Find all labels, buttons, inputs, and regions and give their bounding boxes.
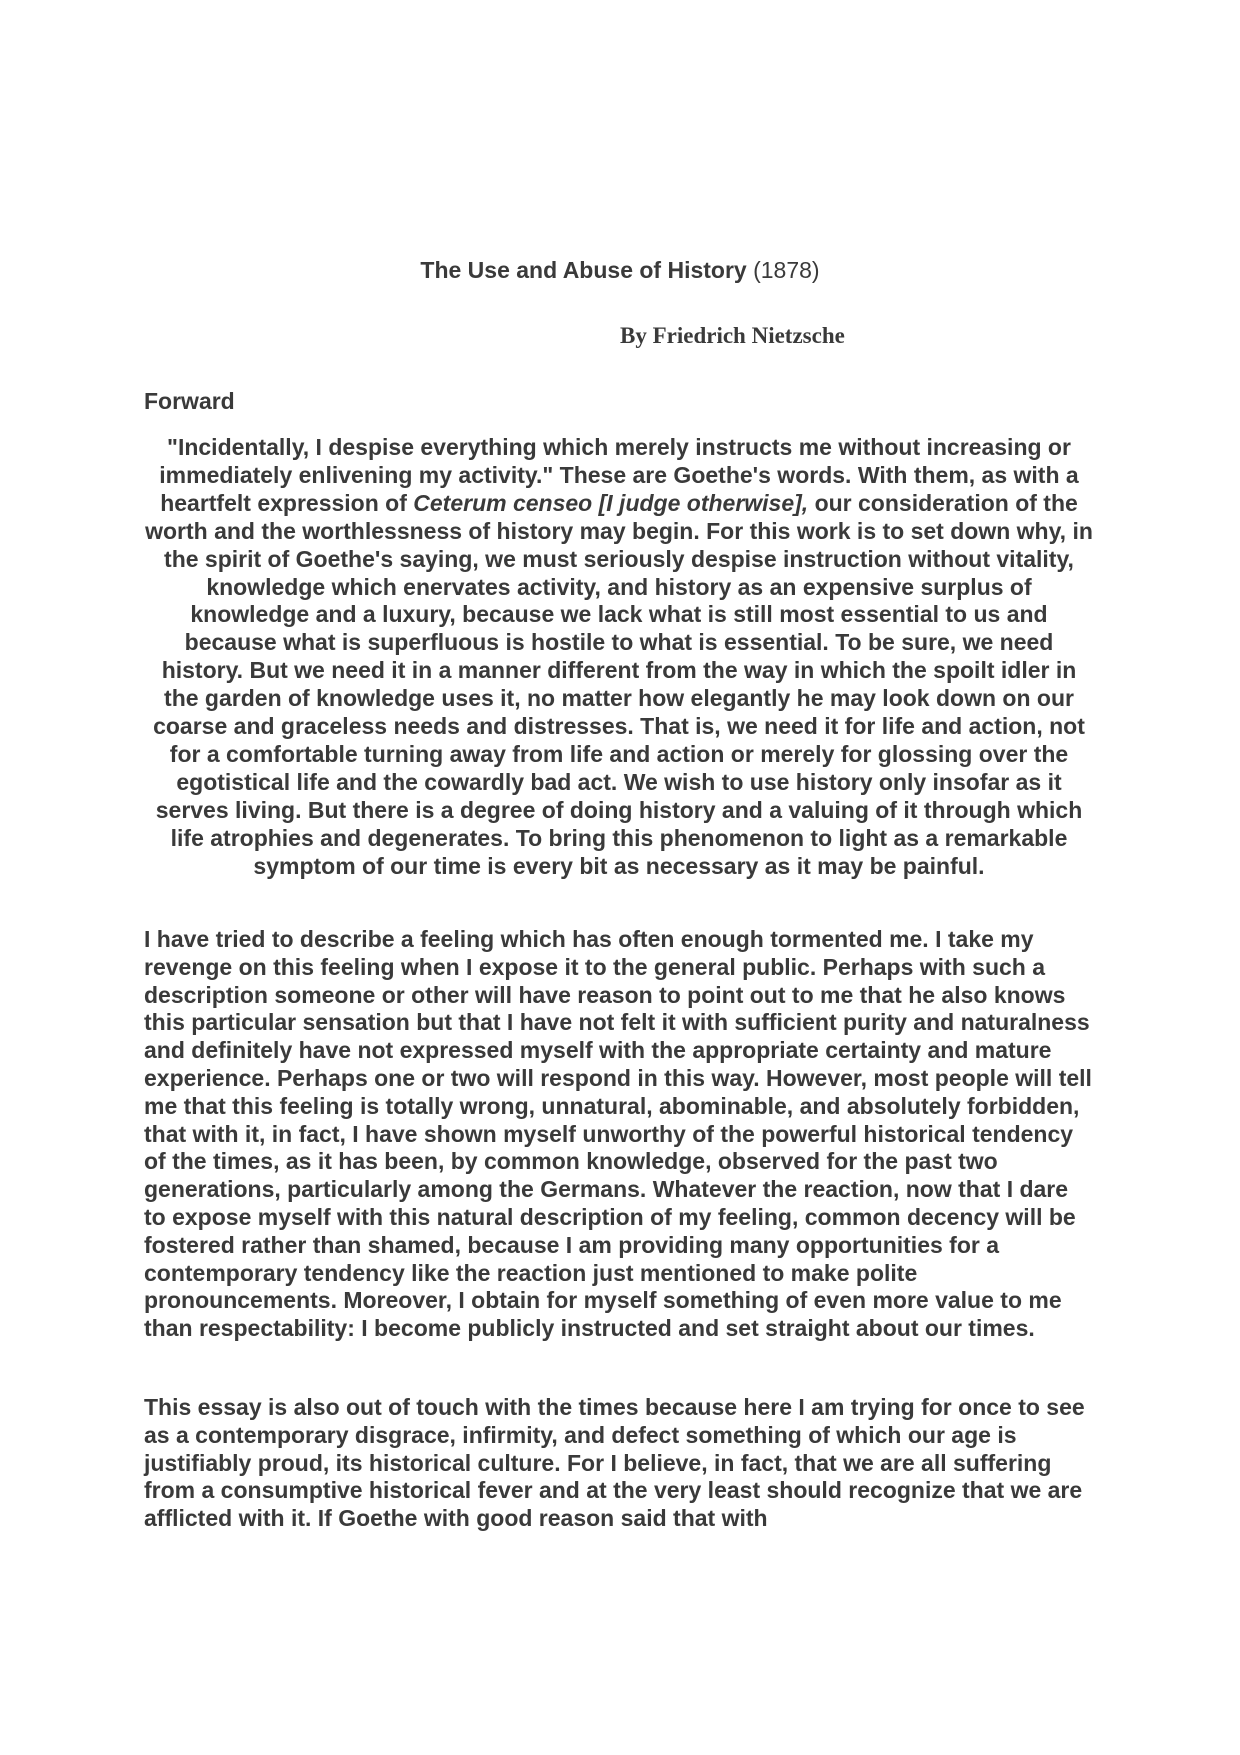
opening-quote-paragraph xyxy=(144,434,1094,881)
quote-text-end: our consideration of the worth and the worthlessness of history may begin. For this work is to set down why, in the spirit of Goethe's saying, we must seriously despise instruction without vitality, knowledge which enervates activity, and history as an expensive surplus of knowledge and a luxury, because we lack what is still most essential to us and because what is superfluous is hostile to what is essential. To be sure, we need history. But we need it in a manner different from the way in which the spoilt idler in the garden of knowledge uses it, no matter how elegantly he may look down on our coarse and graceless needs and distresses. That is, we need it for life and action, not for a comfortable turning away from life and action or merely for glossing over the egotistical life and the cowardly bad act. We wish to use history only insofar as it serves living. But there is a degree of doing history and a valuing of it through which life atrophies and degenerates. To bring this phenomenon to light as a remarkable symptom of our time is every bit as necessary as it may be painful. xyxy=(145,489,1093,879)
document-title xyxy=(0,256,1240,284)
title-year: (1878) xyxy=(753,257,820,283)
quote-text-start: "Incidentally, I despise everything which merely instructs me without increasing or immediately enlivening my activity." These are Goethe's words. With them, as with a heartfelt expression of xyxy=(159,434,1079,516)
body-paragraph-1: I have tried to describe a feeling which has often enough tormented me. I take my revenge on this feeling when I expose it to the general public. Perhaps with such a description someone or other will have reason to point out to me that he also knows this particular sensation but that I have not felt it with sufficient purity and naturalness and definitely have not expressed myself with the appropriate certainty and mature experience. Perhaps one or two will respond in this way. However, most people will tell me that this feeling is totally wrong, unnatural, abominable, and absolutely forbidden, that with it, in fact, I have shown myself unworthy of the powerful historical tendency of the times, as it has been, by common knowledge, observed for the past two generations, particularly among the Germans. Whatever the reaction, now that I dare to expose myself with this natural description of my feeling, common decency will be fostered rather than shamed, because I am providing many opportunities for a contemporary tendency like the reaction just mentioned to make polite pronouncements. Moreover, I obtain for myself something of even more value to me than respectability: I become publicly instructed and set straight about our times. xyxy=(144,926,1092,1342)
body-paragraph-2: This essay is also out of touch with the times because here I am trying for once to see as a contemporary disgrace, infirmity, and defect something of which our age is justifiably proud, its historical culture. For I believe, in fact, that we are all suffering from a consumptive historical fever and at the very least should recognize that we are afflicted with it. If Goethe with good reason said that with xyxy=(144,1394,1085,1532)
author-byline: By Friedrich Nietzsche xyxy=(620,323,845,348)
section-heading: Forward xyxy=(144,388,235,414)
title-text: The Use and Abuse of History xyxy=(420,257,747,283)
quote-text-italic: Ceterum censeo [I judge otherwise], xyxy=(413,489,809,516)
